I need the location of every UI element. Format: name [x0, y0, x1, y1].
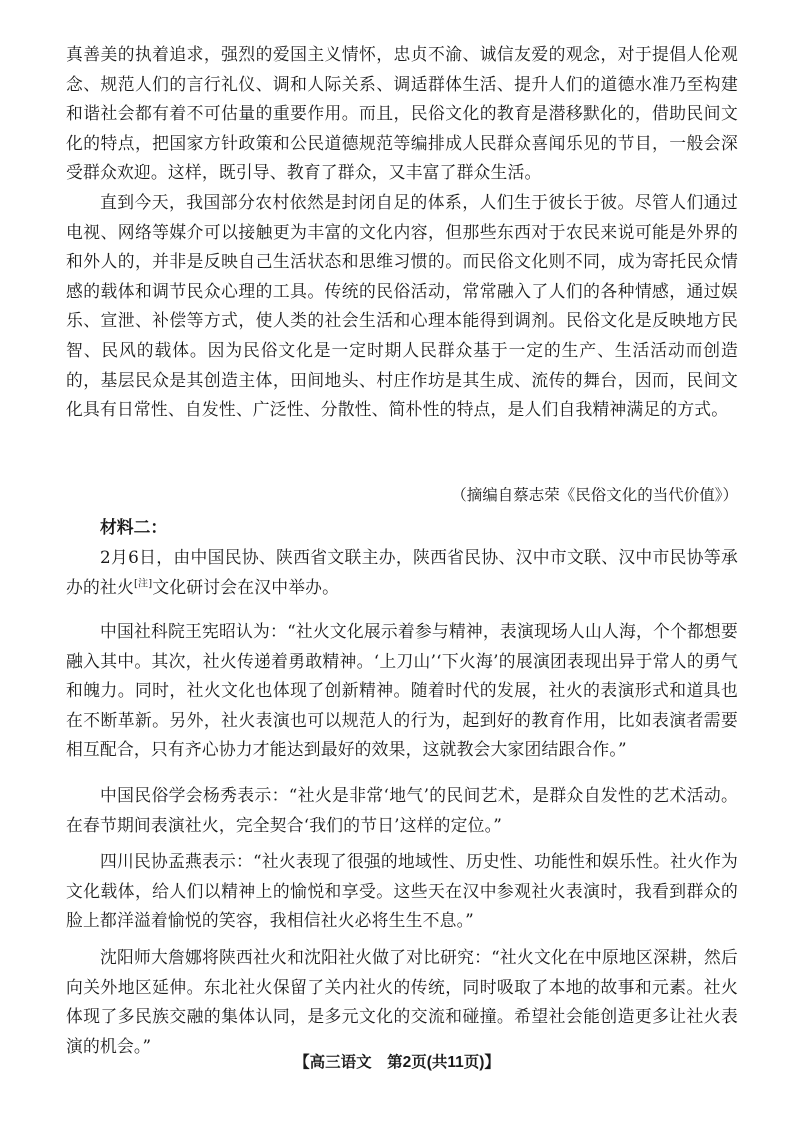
paragraph-symposium: [66, 543, 738, 602]
paragraph-meng-yan: 四川民协孟燕表示：“社火表现了很强的地域性、历史性、功能性和娱乐性。社火作为文化载体，给人们以精神上的愉悦和享受。这些天在汉中参观社火表演时，我看到群众的脸上都洋溢着愉悦的笑容，我相信社火必将生生不息。”: [66, 851, 738, 931]
source-citation: （摘编自蔡志荣《民俗文化的当代价值》）: [451, 487, 738, 504]
paragraph-rural-culture: 直到今天，我国部分农村依然是封闭自足的体系，人们生于彼长于彼。尽管人们通过电视、网络等媒介可以接触更为丰富的文化内容，但那些东西对于农民来说可能是外界的和外人的，并非是反映自己生活状态和思维习惯的。而民俗文化则不同，成为寄托民众情感的载体和调节民众心理的工具。传统的民俗活动，常常融入了人们的各种情感，通过娱乐、宣泄、补偿等方式，使人类的社会生活和心理本能得到调剂。民俗文化是反映地方民智、民风的载体。因为民俗文化是一定时期人民群众基于一定的生产、生活活动而创造的，基层民众是其创造主体，田间地头、村庄作坊是其生成、流传的舞台，因而，民间文化具有日常性、自发性、广泛性、分散性、简朴性的特点，是人们自我精神满足的方式。: [66, 192, 738, 420]
symposium-text-a: 2月6日，由中国民协、陕西省文联主办，陕西省民协、汉中市文联、汉中市民协等承办的社火: [66, 547, 738, 597]
footnote-marker: [注]: [133, 578, 153, 589]
paragraph-continuation: 真善美的执着追求，强烈的爱国主义情怀，忠贞不渝、诚信友爱的观念，对于提倡人伦观念、规范人们的言行礼仪、调和人际关系、调适群体生活、提升人们的道德水准乃至构建和谐社会都有着不可估量的重要作用。而且，民俗文化的教育是潜移默化的，借助民间文化的特点，把国家方针政策和公民道德规范等编排成人民群众喜闻乐见的节目，一般会深受群众欢迎。这样，既引导、教育了群众，又丰富了群众生活。: [66, 44, 738, 183]
symposium-text-b: 文化研讨会在汉中举办。: [152, 576, 340, 597]
paragraph-zhan-na: 沈阳师大詹娜将陕西社火和沈阳社火做了对比研究：“社火文化在中原地区深耕，然后向关外地区延伸。东北社火保留了关内社火的传统，同时吸取了本地的故事和元素。社火体现了多民族交融的集体认同，是多元文化的交流和碰撞。希望社会能创造更多让社火表演的机会。”: [66, 947, 738, 1056]
material-two-heading: 材料二：: [100, 518, 168, 537]
paragraph-yang-xiu: 中国民俗学会杨秀表示：“社火是非常‘地气’的民间艺术，是群众自发性的艺术活动。在春节期间表演社火，完全契合‘我们的节日’这样的定位。”: [66, 785, 738, 835]
paragraph-wang-xianzhao: 中国社科院王宪昭认为：“社火文化展示着参与精神，表演现场人山人海，个个都想要融入其中。其次，社火传递着勇敢精神。‘上刀山’‘下火海’的展演团表现出异于常人的勇气和魄力。同时，社火文化也体现了创新精神。随着时代的发展，社火的表演形式和道具也在不断革新。另外，社火表演也可以规范人的行为，起到好的教育作用，比如表演者需要相互配合，只有齐心协力才能达到最好的效果，这就教会大家团结跟合作。”: [66, 621, 738, 760]
page-footer: 【高三语文 第2页(共11页)】: [294, 1054, 500, 1071]
